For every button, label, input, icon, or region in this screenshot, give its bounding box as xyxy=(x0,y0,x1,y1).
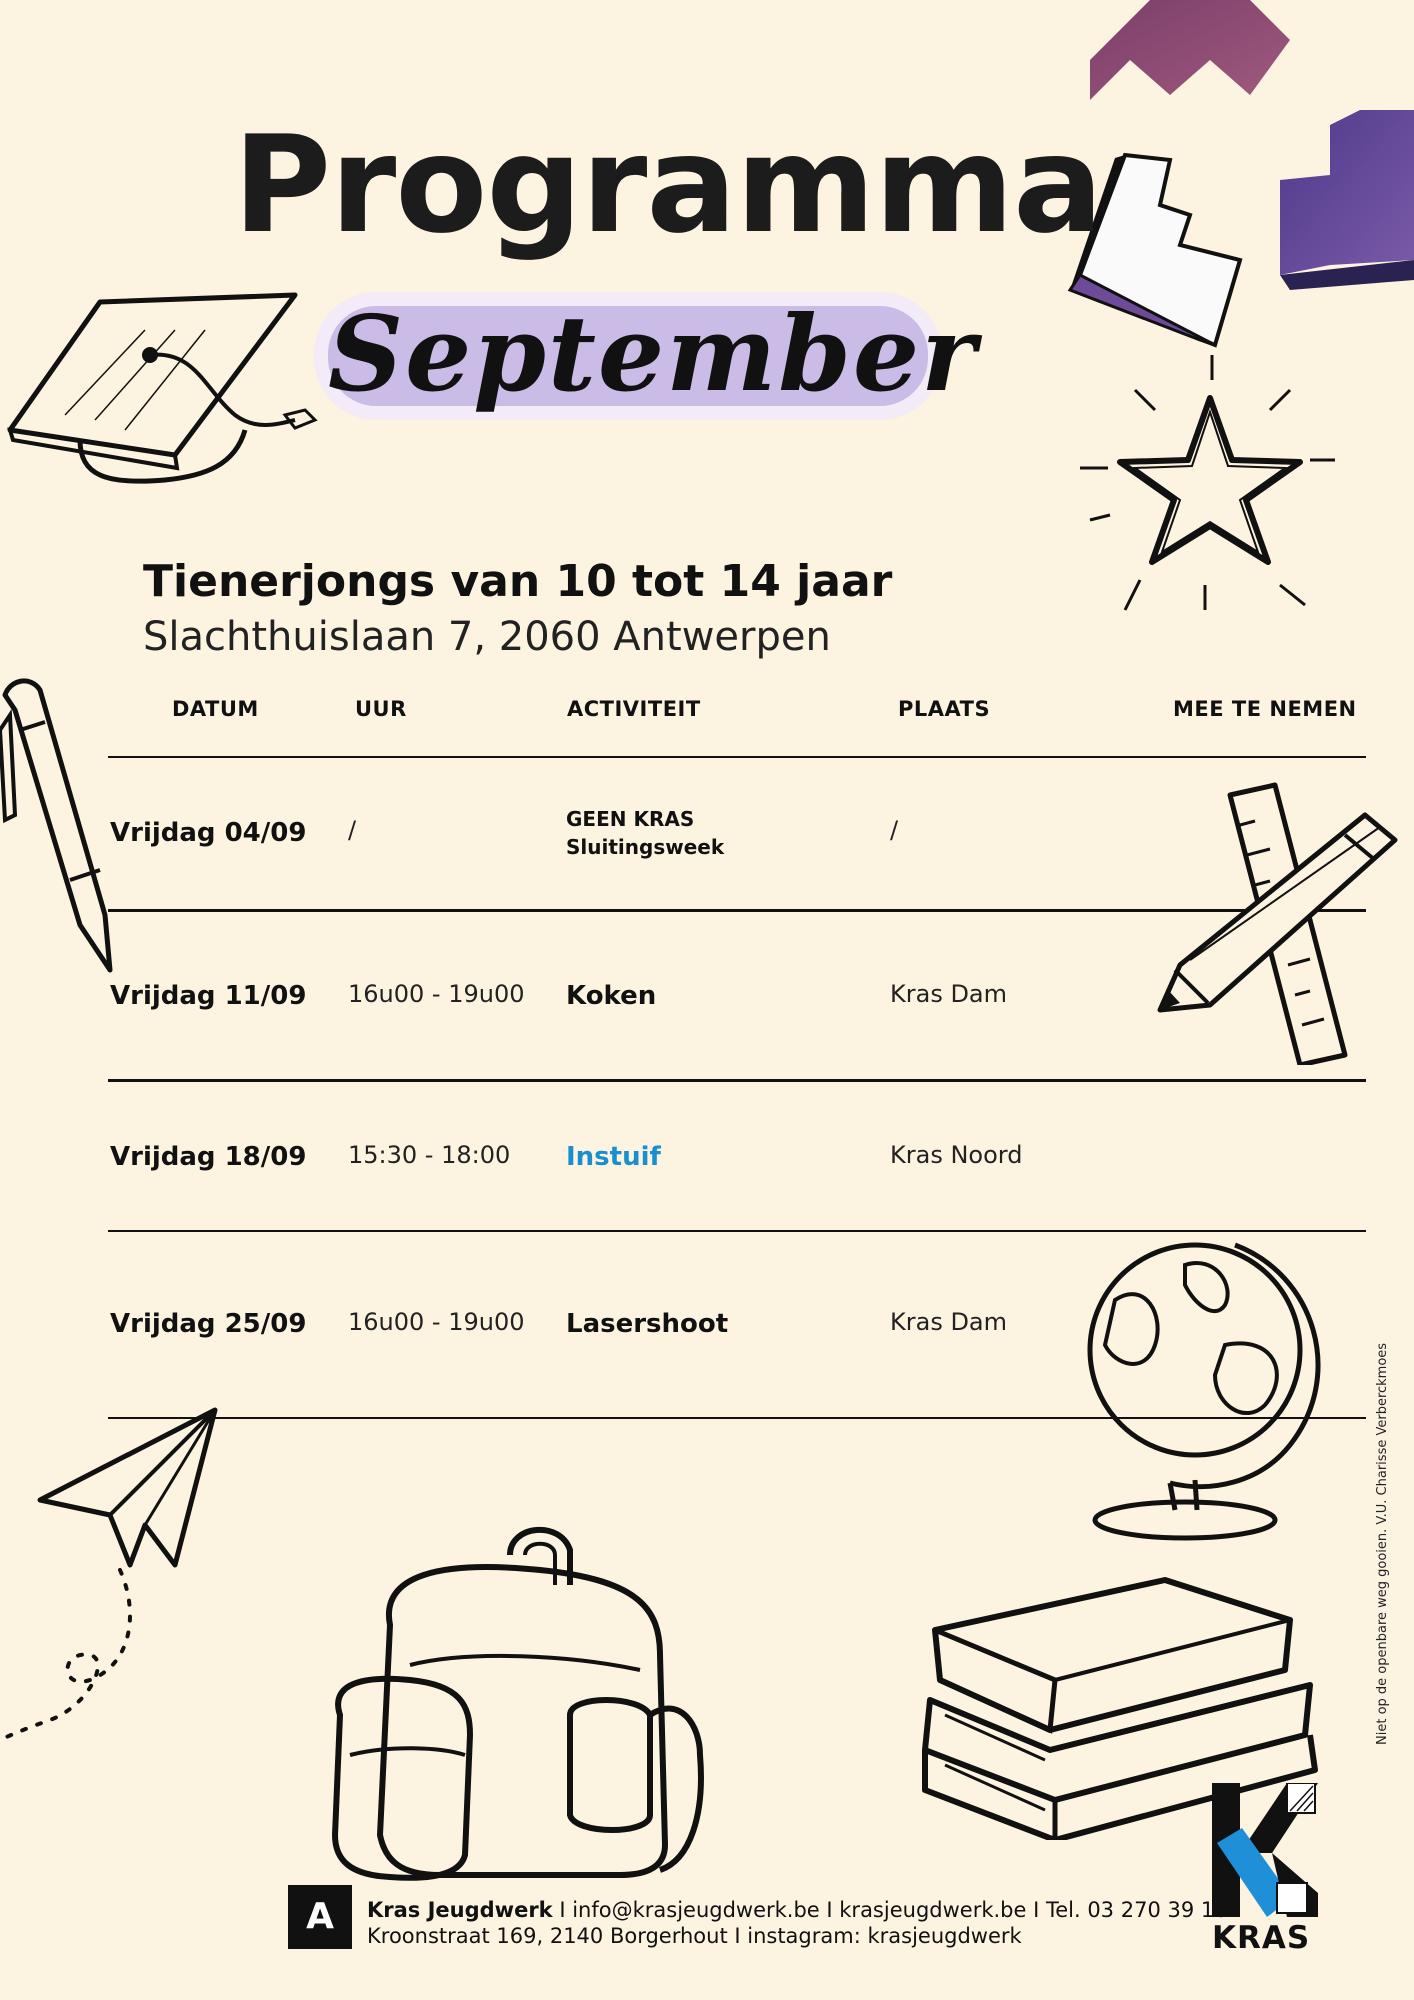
row-3-time: 15:30 - 18:00 xyxy=(348,1141,511,1169)
row-2-time: 16u00 - 19u00 xyxy=(348,980,525,1008)
table-divider xyxy=(108,1079,1366,1082)
paper-plane-icon xyxy=(0,1405,230,1745)
column-header-activiteit: ACTIVITEIT xyxy=(567,697,701,721)
legal-note: Niet op de openbare weg gooien. V.U. Charisse Verberckmoes xyxy=(1375,1342,1390,1745)
month-banner xyxy=(328,288,978,420)
row-3-place: Kras Noord xyxy=(890,1141,1023,1169)
column-header-plaats: PLAATS xyxy=(898,697,991,721)
row-4-place: Kras Dam xyxy=(890,1308,1008,1336)
footer-org-name: Kras Jeugdwerk xyxy=(367,1898,553,1922)
kras-logo-icon xyxy=(1212,1783,1318,1917)
row-3-date: Vrijdag 18/09 xyxy=(110,1142,307,1172)
row-4-date: Vrijdag 25/09 xyxy=(110,1309,307,1339)
backpack-icon xyxy=(320,1515,740,1885)
antwerp-logo-icon: A xyxy=(288,1885,352,1949)
table-divider xyxy=(108,756,1366,758)
row-2-date: Vrijdag 11/09 xyxy=(110,981,307,1011)
footer-contact-details: I info@krasjeugdwerk.be I krasjeugdwerk.be I Tel. 03 270 39 10 I xyxy=(552,1898,1241,1922)
month-title: September xyxy=(328,292,978,415)
ruler-pencil-icon xyxy=(1130,775,1410,1065)
page-title: Programma xyxy=(233,107,1103,263)
row-1-date: Vrijdag 04/09 xyxy=(110,818,307,848)
audience-heading: Tienerjongs van 10 tot 14 jaar xyxy=(143,556,893,607)
star-icon xyxy=(1080,350,1340,620)
row-1-activity-sub: Sluitingsweek xyxy=(566,835,725,859)
row-2-place: Kras Dam xyxy=(890,980,1008,1008)
footer-address-line: Kroonstraat 169, 2140 Borgerhout I instagram: krasjeugdwerk xyxy=(367,1924,1022,1948)
column-header-mee-te-nemen: MEE TE NEMEN xyxy=(1173,697,1357,721)
row-3-activity: Instuif xyxy=(566,1142,661,1172)
row-4-activity: Lasershoot xyxy=(566,1309,729,1339)
row-1-activity: GEEN KRAS xyxy=(566,807,695,831)
row-1-place: / xyxy=(890,816,899,844)
graduation-cap-icon xyxy=(5,290,325,490)
row-1-time: / xyxy=(348,816,357,844)
globe-icon xyxy=(1075,1225,1345,1545)
row-4-time: 16u00 - 19u00 xyxy=(348,1308,525,1336)
row-2-activity: Koken xyxy=(566,981,657,1011)
footer-contact-line xyxy=(367,1898,1240,1922)
column-header-datum: DATUM xyxy=(172,697,259,721)
column-header-uur: UUR xyxy=(355,697,407,721)
venue-address: Slachthuislaan 7, 2060 Antwerpen xyxy=(143,614,831,660)
kras-brand-text: KRAS xyxy=(1212,1920,1311,1956)
